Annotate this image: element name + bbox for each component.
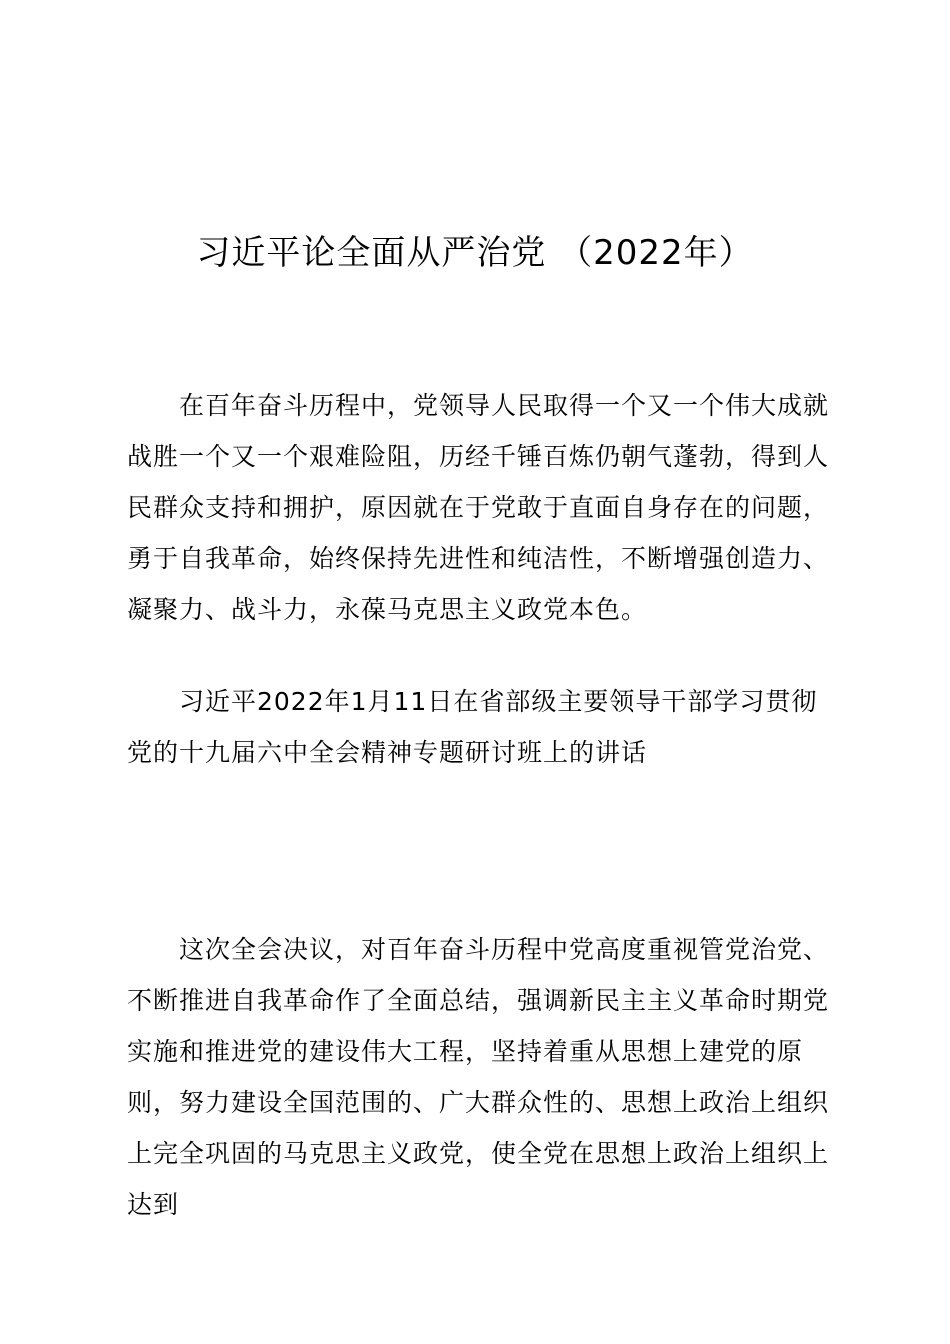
document-title: 习近平论全面从严治党 （2022年） xyxy=(196,233,754,273)
paragraph-source: 习近平2022年1月11日在省部级主要领导干部学习贯彻党的十九届六中全会精神专题研讨班上的讲话 xyxy=(127,687,818,767)
paragraph-resolution: 这次全会决议，对百年奋斗历程中党高度重视管党治党、不断推进自我革命作了全面总结，强调新民主主义革命时期党实施和推进党的建设伟大工程，坚持着重从思想上建党的原则，努力建设全国范围的、广大群众性的、思想上政治上组织上完全巩固的马克思主义政党，使全党在思想上政治上组织上达到 xyxy=(127,935,830,1219)
paragraph-intro: 在百年奋斗历程中，党领导人民取得一个又一个伟大成就战胜一个又一个艰难险阻，历经千锤百炼仍朝气蓬勃，得到人民群众支持和拥护，原因就在于党敢于直面自身存在的问题，勇于自我革命，始终保持先进性和纯洁性，不断增强创造力、凝聚力、战斗力，永葆马克思主义政党本色。 xyxy=(127,391,830,624)
